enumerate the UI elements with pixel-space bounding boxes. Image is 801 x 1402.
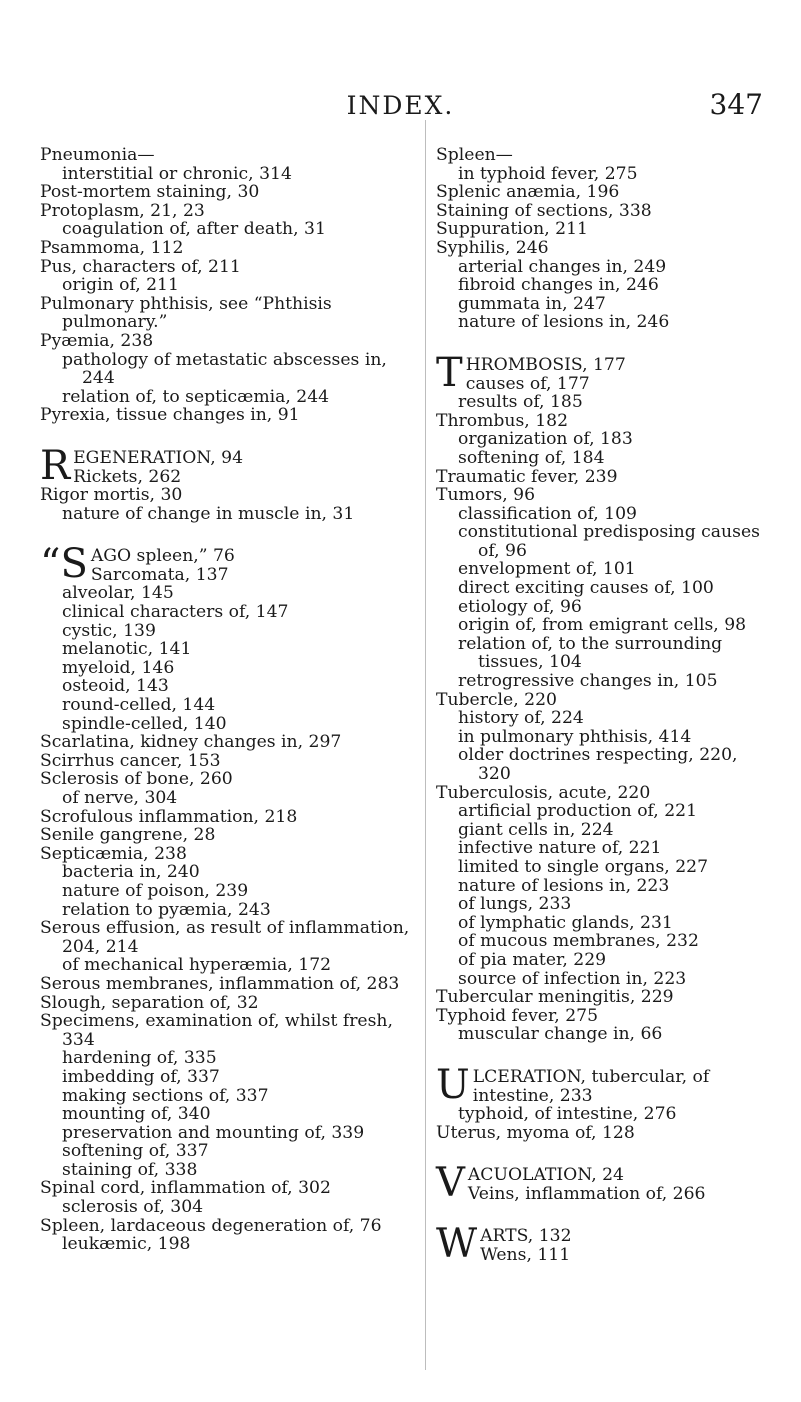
index-entry: Tumors, 96 <box>436 485 536 506</box>
index-entry: Splenic anæmia, 196 <box>436 182 620 203</box>
index-subentry: alveolar, 145 <box>62 583 174 604</box>
index-entry: Pneumonia— <box>40 145 155 165</box>
index-subentry: softening of, 184 <box>458 447 605 468</box>
index-entry: Senile gangrene, 28 <box>40 825 216 846</box>
index-subentry: of mucous membranes, 232 <box>458 931 699 952</box>
index-subentry: etiology of, 96 <box>458 596 582 617</box>
index-entry: Syphilis, 246 <box>436 237 549 258</box>
index-entry: Psammoma, 112 <box>40 237 184 258</box>
index-subentry: envelopment of, 101 <box>458 559 636 580</box>
index-entry: EGENERATION, 94 <box>73 447 244 468</box>
page-header <box>0 0 801 121</box>
drop-initial: “S <box>40 541 88 588</box>
index-entry: Spleen, lardaceous degeneration of, 76 <box>40 1215 382 1236</box>
index-section-start <box>436 1160 766 1207</box>
index-section-start <box>436 1061 766 1108</box>
index-subentry: nature of lesions in, 246 <box>458 312 670 333</box>
index-subentry: of mechanical hyperæmia, 172 <box>62 955 332 976</box>
column-divider <box>425 120 426 1370</box>
index-entry: Protoplasm, 21, 23 <box>40 200 205 221</box>
index-subentry: of pia mater, 229 <box>458 949 607 970</box>
index-subentry: cystic, 139 <box>62 620 156 641</box>
index-entry: Scarlatina, kidney changes in, 297 <box>40 732 342 753</box>
index-entry: Specimens, examination of, whilst fresh, 334 <box>40 1011 393 1050</box>
index-entry: Tubercular meningitis, 229 <box>436 987 674 1008</box>
index-subentry: interstitial or chronic, 314 <box>62 163 292 184</box>
index-subentry: in pulmonary phthisis, 414 <box>458 726 692 747</box>
index-entry: Slough, separation of, 32 <box>40 992 259 1013</box>
index-subentry: source of infection in, 223 <box>458 968 687 989</box>
index-subentry: preservation and mounting of, 339 <box>62 1122 365 1143</box>
index-entry: Sarcomata, 137 <box>90 564 229 585</box>
index-subentry: pathology of metastatic abscesses in, 244 <box>62 349 387 389</box>
index-entry: Uterus, myoma of, 128 <box>436 1122 635 1143</box>
index-subentry: softening of, 337 <box>62 1141 209 1162</box>
index-subentry: of lymphatic glands, 231 <box>458 912 673 933</box>
index-entry: Thrombus, 182 <box>436 410 569 431</box>
index-subentry: relation to pyæmia, 243 <box>62 899 271 920</box>
index-subentry: organization of, 183 <box>458 429 633 450</box>
drop-initial: W <box>436 1221 478 1268</box>
index-subentry: relation of, to the surrounding tissues, 104 <box>458 633 723 673</box>
index-section-start <box>436 1221 766 1268</box>
index-entry: Scirrhus cancer, 153 <box>40 750 221 771</box>
index-subentry: direct exciting causes of, 100 <box>458 578 714 599</box>
index-subentry: older doctrines respecting, 220, 320 <box>458 745 738 784</box>
index-entry: LCERATION, tubercular, of intestine, 233 <box>472 1066 710 1106</box>
drop-initial: V <box>436 1160 465 1207</box>
index-subentry: round-celled, 144 <box>62 695 216 716</box>
drop-initial: U <box>436 1061 470 1108</box>
index-subentry: origin of, 211 <box>62 275 179 296</box>
index-entry: Tubercle, 220 <box>436 689 557 710</box>
index-subentry: imbedding of, 337 <box>62 1066 220 1087</box>
index-subentry: sclerosis of, 304 <box>62 1197 204 1218</box>
index-entry: ACUOLATION, 24 <box>467 1165 624 1186</box>
index-section-start <box>40 442 420 489</box>
index-subentry: spindle-celled, 140 <box>62 713 227 734</box>
index-subentry: gummata in, 247 <box>458 293 606 314</box>
index-entry: Staining of sections, 338 <box>436 200 652 221</box>
index-subentry: constitutional predisposing causes of, 96 <box>458 522 760 561</box>
index-subentry: in typhoid fever, 275 <box>458 163 638 184</box>
index-entry: Serous membranes, inflammation of, 283 <box>40 973 400 994</box>
index-entry: Rickets, 262 <box>73 466 182 487</box>
index-column-right <box>436 145 766 1268</box>
drop-initial: T <box>436 349 463 396</box>
index-subentry: nature of poison, 239 <box>62 880 249 901</box>
index-section-start <box>40 541 420 588</box>
index-subentry: osteoid, 143 <box>62 676 169 697</box>
index-subentry: of lungs, 233 <box>458 894 572 915</box>
index-entry: Rigor mortis, 30 <box>40 485 183 506</box>
page-number: 347 <box>709 88 763 121</box>
index-subentry: mounting of, 340 <box>62 1104 211 1125</box>
index-entry: causes of, 177 <box>465 373 590 394</box>
index-entry: Pyrexia, tissue changes in, 91 <box>40 405 300 426</box>
index-subentry: leukæmic, 198 <box>62 1234 191 1255</box>
index-subentry: hardening of, 335 <box>62 1048 217 1069</box>
index-entry: Suppuration, 211 <box>436 219 588 240</box>
index-subentry: muscular change in, 66 <box>458 1024 663 1045</box>
index-entry: Serous effusion, as result of inflammation, 204, 214 <box>40 918 410 957</box>
index-entry: Typhoid fever, 275 <box>436 1005 599 1026</box>
index-column-left <box>40 146 420 1254</box>
index-subentry: staining of, 338 <box>62 1159 198 1180</box>
index-entry: Pulmonary phthisis, see “Phthisis pulmonary.” <box>40 293 332 333</box>
index-subentry: giant cells in, 224 <box>458 819 614 840</box>
index-subentry: retrogressive changes in, 105 <box>458 671 718 692</box>
index-subentry: bacteria in, 240 <box>62 862 200 883</box>
index-subentry: results of, 185 <box>458 392 583 413</box>
index-subentry: origin of, from emigrant cells, 98 <box>458 615 747 636</box>
index-subentry: limited to single organs, 227 <box>458 856 709 877</box>
index-subentry: nature of lesions in, 223 <box>458 875 670 896</box>
index-subentry: making sections of, 337 <box>62 1085 269 1106</box>
running-title: INDEX. <box>346 91 455 120</box>
index-entry: Wens, 111 <box>480 1245 571 1266</box>
drop-initial: R <box>40 442 71 489</box>
index-entry: Septicæmia, 238 <box>40 843 187 864</box>
index-subentry: coagulation of, after death, 31 <box>62 219 326 240</box>
index-entry: Spinal cord, inflammation of, 302 <box>40 1178 331 1199</box>
index-entry: Spleen— <box>436 145 513 165</box>
index-subentry: classification of, 109 <box>458 503 637 524</box>
index-subentry: fibroid changes in, 246 <box>458 275 659 296</box>
index-subentry: artificial production of, 221 <box>458 801 698 822</box>
index-entry: HROMBOSIS, 177 <box>465 354 626 375</box>
index-entry: ARTS, 132 <box>480 1226 572 1247</box>
index-subentry: of nerve, 304 <box>62 788 178 808</box>
index-subentry: relation of, to septicæmia, 244 <box>62 386 330 407</box>
index-entry: Sclerosis of bone, 260 <box>40 769 233 790</box>
index-entry: Tuberculosis, acute, 220 <box>436 782 651 803</box>
index-section-start <box>436 349 766 396</box>
index-entry: Traumatic fever, 239 <box>436 466 618 487</box>
index-entry: Veins, inflammation of, 266 <box>467 1183 706 1204</box>
index-entry: Pus, characters of, 211 <box>40 256 241 277</box>
index-subentry: melanotic, 141 <box>62 639 192 660</box>
index-subentry: nature of change in muscle in, 31 <box>62 503 355 524</box>
index-entry: Post-mortem staining, 30 <box>40 182 260 203</box>
index-subentry: clinical characters of, 147 <box>62 602 289 623</box>
index-entry: AGO spleen,” 76 <box>90 546 235 567</box>
index-subentry: history of, 224 <box>458 708 584 729</box>
index-subentry: typhoid, of intestine, 276 <box>458 1104 677 1125</box>
index-subentry: myeloid, 146 <box>62 657 175 678</box>
index-entry: Pyæmia, 238 <box>40 330 154 351</box>
index-subentry: infective nature of, 221 <box>458 838 662 859</box>
index-entry: Scrofulous inflammation, 218 <box>40 806 298 827</box>
index-subentry: arterial changes in, 249 <box>458 256 667 277</box>
